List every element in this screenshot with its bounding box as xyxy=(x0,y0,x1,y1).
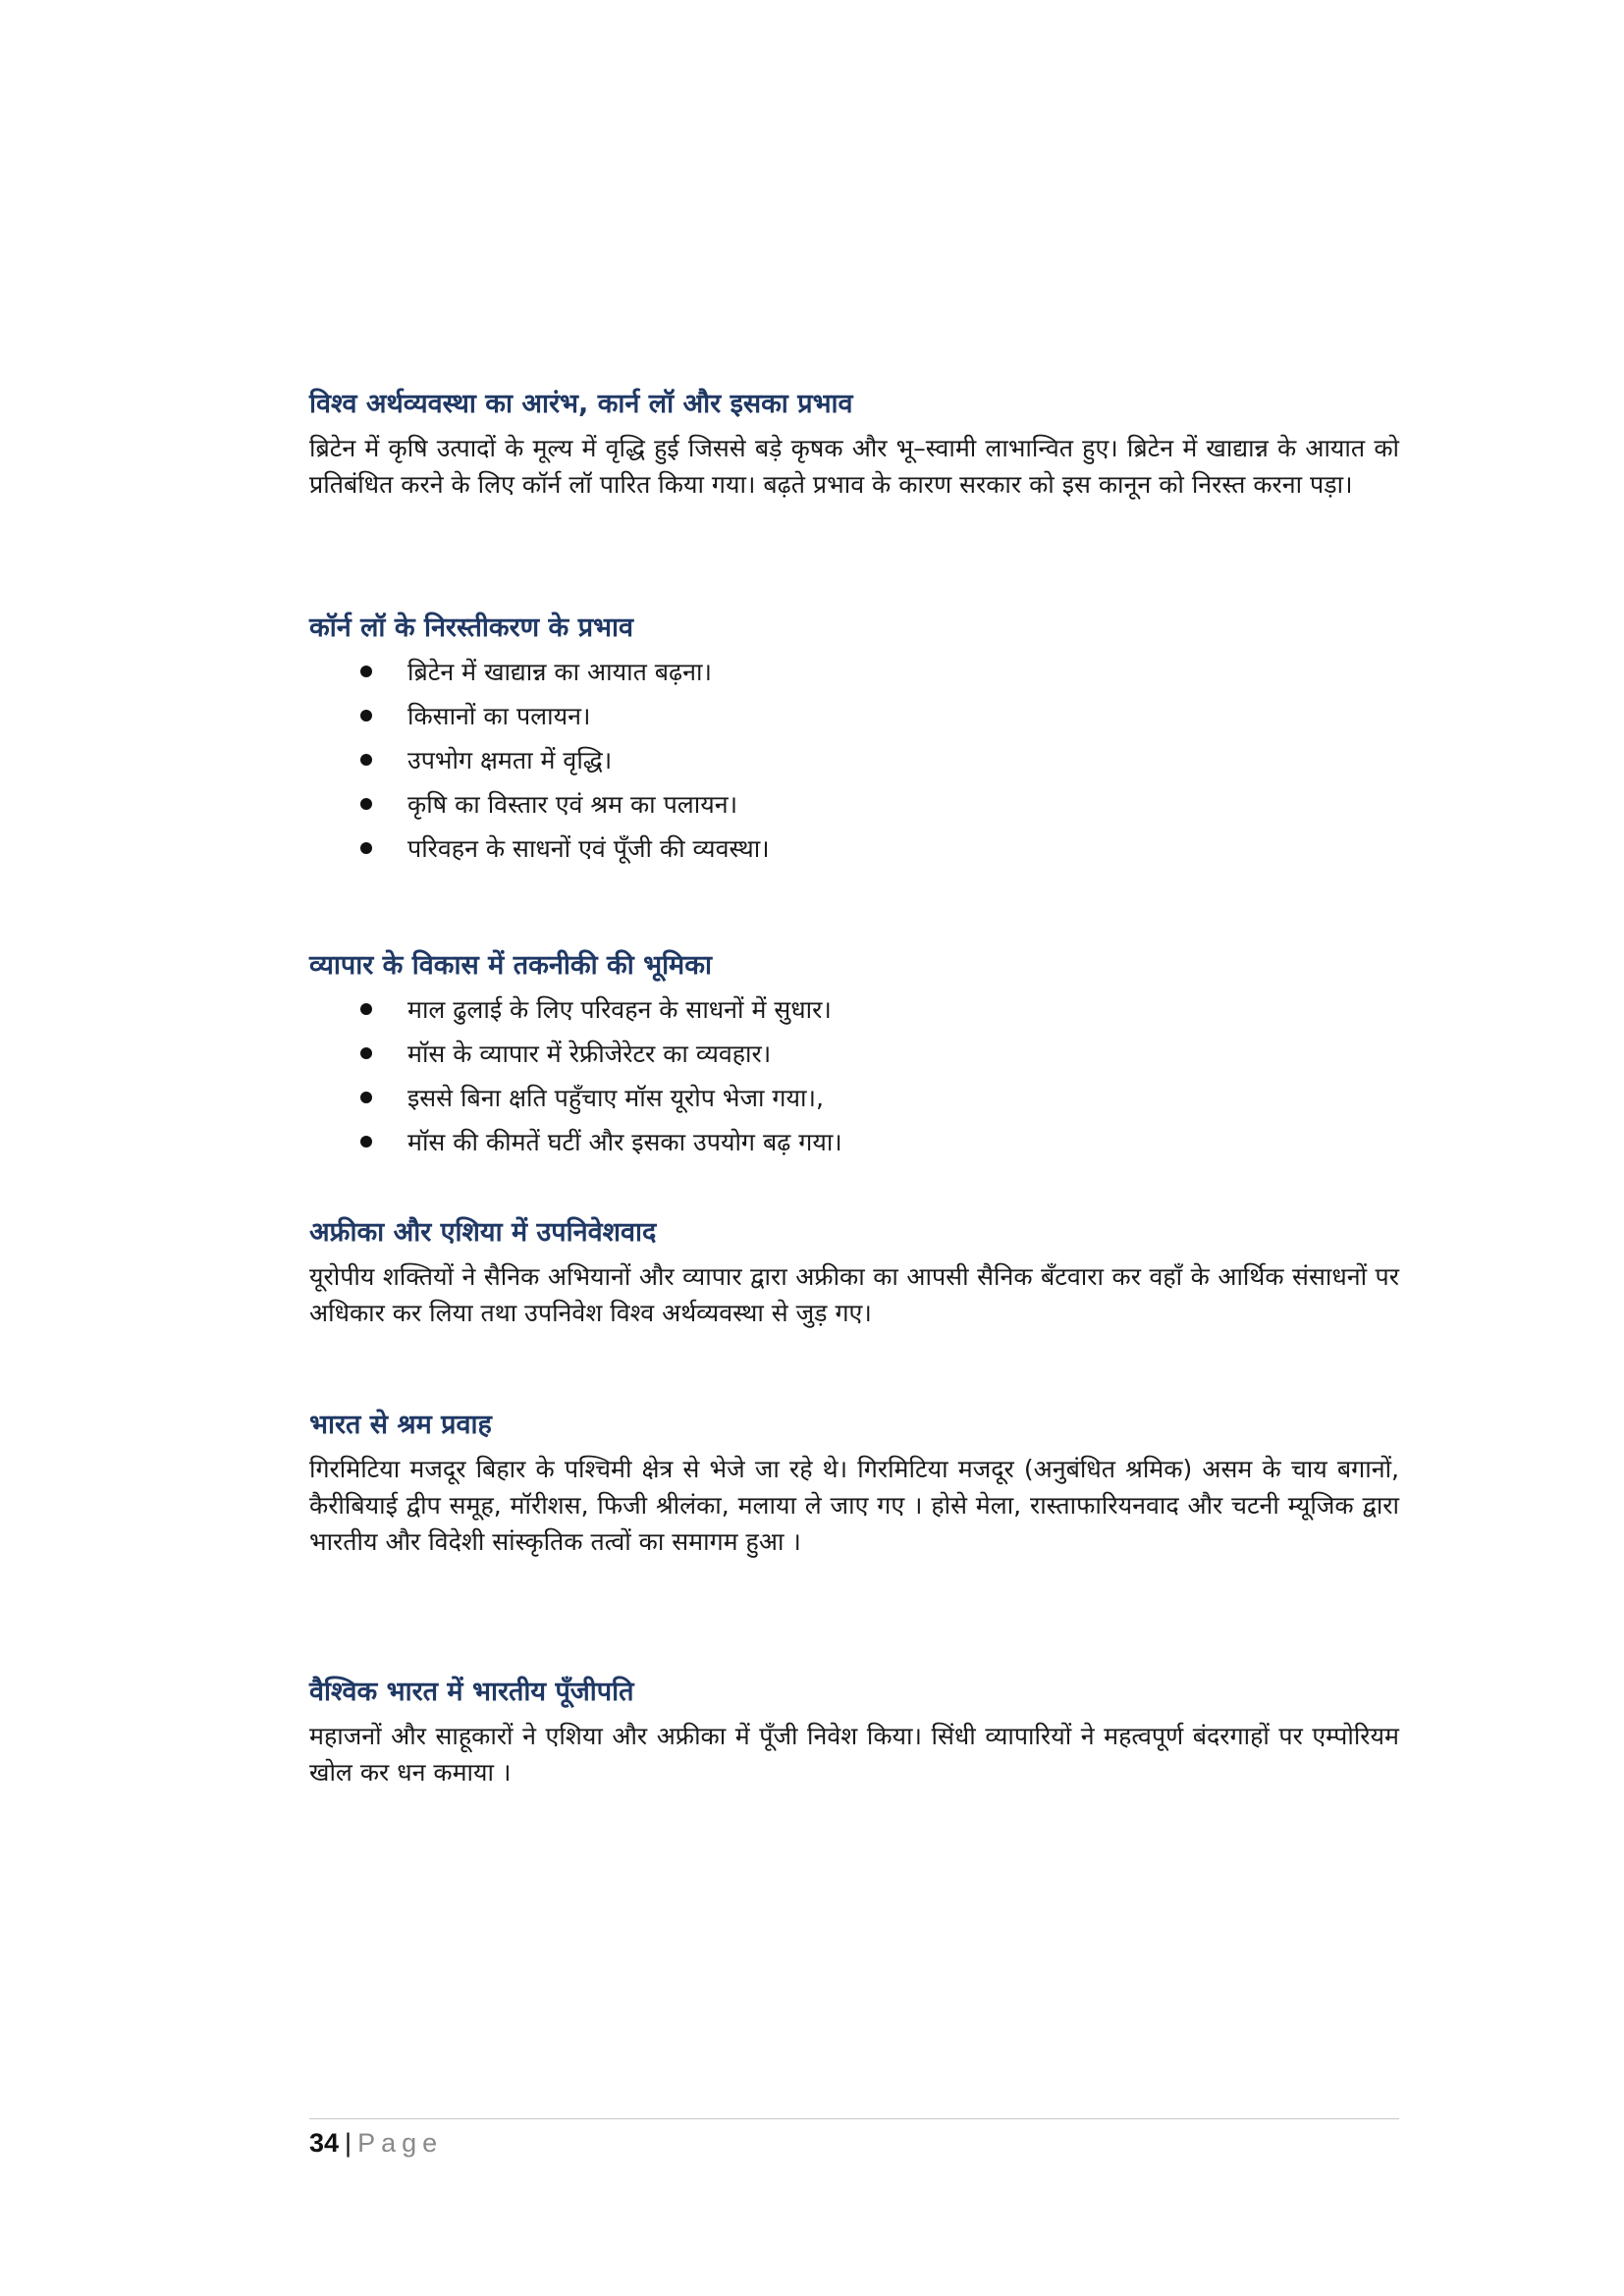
bullet-text: परिवहन के साधनों एवं पूँजी की व्यवस्था। xyxy=(407,834,770,863)
bullet-item xyxy=(309,694,1399,738)
bullet-text: माल ढुलाई के लिए परिवहन के साधनों में सुधार। xyxy=(407,995,832,1024)
section-technology-in-trade xyxy=(309,946,1399,1164)
bullet-icon xyxy=(360,842,372,854)
page-number: 34 xyxy=(309,2128,340,2158)
bullet-icon xyxy=(360,666,372,677)
bullet-text: किसानों का पलायन। xyxy=(407,702,591,730)
bullet-icon xyxy=(360,754,372,766)
section-heading: व्यापार के विकास में तकनीकी की भूमिका xyxy=(309,950,712,981)
page-footer xyxy=(309,2118,1399,2161)
bullet-text: ब्रिटेन में खाद्यान्न का आयात बढ़ना। xyxy=(407,658,712,686)
section-paragraph: महाजनों और साहूकारों ने एशिया और अफ्रीका में पूँजी निवेश किया। सिंधी व्यापारियों ने महत्वपूर्ण बंदरगाहों पर एम्पोरियम खोल कर धन कमाया । xyxy=(309,1722,1399,1787)
section-heading: वैश्विक भारत में भारतीय पूँजीपति xyxy=(309,1677,634,1707)
bullet-icon xyxy=(360,710,372,721)
bullet-icon xyxy=(360,1136,372,1148)
section-heading: भारत से श्रम प्रवाह xyxy=(309,1410,492,1440)
bullet-item xyxy=(309,827,1399,871)
bullet-text: मॉस की कीमतें घटीं और इसका उपयोग बढ़ गया। xyxy=(407,1128,842,1156)
footer-divider xyxy=(309,2118,1399,2119)
page-word: Page xyxy=(357,2128,444,2158)
section-heading: विश्व अर्थव्यवस्था का आरंभ, कार्न लॉ और इसका प्रभाव xyxy=(309,389,853,419)
bullet-icon xyxy=(360,1047,372,1059)
section-paragraph: ब्रिटेन में कृषि उत्पादों के मूल्य में वृद्धि हुई जिससे बड़े कृषक और भू–स्वामी लाभान्वित हुए। ब्रिटेन में खाद्यान्न के आयात को प्रतिबंधित करने के लिए कॉर्न लॉ पारित किया गया। बढ़ते प्रभाव के कारण सरकार को इस कानून को निरस्त करना पड़ा। xyxy=(309,434,1399,499)
bullet-item xyxy=(309,738,1399,782)
bullet-list xyxy=(309,988,1399,1164)
section-paragraph: गिरमिटिया मजदूर बिहार के पश्चिमी क्षेत्र से भेजे जा रहे थे। गिरमिटिया मजदूर (अनुबंधित श्रमिक) असम के चाय बगानों, कैरीबियाई द्वीप समूह, मॉरीशस, फिजी श्रीलंका, मलाया ले जाए गए । होसे मेला, रास्ताफारियनवाद और चटनी म्यूजिक द्वारा भारतीय और विदेशी सांस्कृतिक तत्वों का समागम हुआ । xyxy=(309,1455,1399,1556)
section-labour-flow-from-india xyxy=(309,1406,1399,1560)
bullet-item xyxy=(309,650,1399,694)
bullet-item xyxy=(309,1076,1399,1120)
section-paragraph: यूरोपीय शक्तियों ने सैनिक अभियानों और व्यापार द्वारा अफ्रीका का आपसी सैनिक बँटवारा कर वहाँ के आर्थिक संसाधनों पर अधिकार कर लिया तथा उपनिवेश विश्व अर्थव्यवस्था से जुड़ गए। xyxy=(309,1262,1399,1327)
bullet-icon xyxy=(360,1092,372,1103)
section-world-economy-corn-laws xyxy=(309,385,1399,503)
section-heading: कॉर्न लॉ के निरस्तीकरण के प्रभाव xyxy=(309,613,634,643)
bullet-item xyxy=(309,1032,1399,1076)
bullet-text: इससे बिना क्षति पहुँचाए मॉस यूरोप भेजा गया।, xyxy=(407,1084,824,1112)
bullet-text: उपभोग क्षमता में वृद्धि। xyxy=(407,746,613,774)
bullet-icon xyxy=(360,1003,372,1015)
page-number-label xyxy=(309,2125,1399,2161)
bullet-icon xyxy=(360,798,372,810)
section-heading: अफ्रीका और एशिया में उपनिवेशवाद xyxy=(309,1217,657,1248)
bullet-item xyxy=(309,782,1399,827)
bullet-item xyxy=(309,988,1399,1032)
bullet-item xyxy=(309,1120,1399,1164)
bullet-text: मॉस के व्यापार में रेफ्रीजेरेटर का व्यवहार। xyxy=(407,1040,772,1068)
section-colonialism-africa-asia xyxy=(309,1213,1399,1331)
section-corn-laws-repeal-effects xyxy=(309,609,1399,871)
bullet-text: कृषि का विस्तार एवं श्रम का पलायन। xyxy=(407,790,738,819)
page-separator: | xyxy=(345,2128,352,2158)
section-indian-capitalists xyxy=(309,1673,1399,1790)
bullet-list xyxy=(309,650,1399,871)
